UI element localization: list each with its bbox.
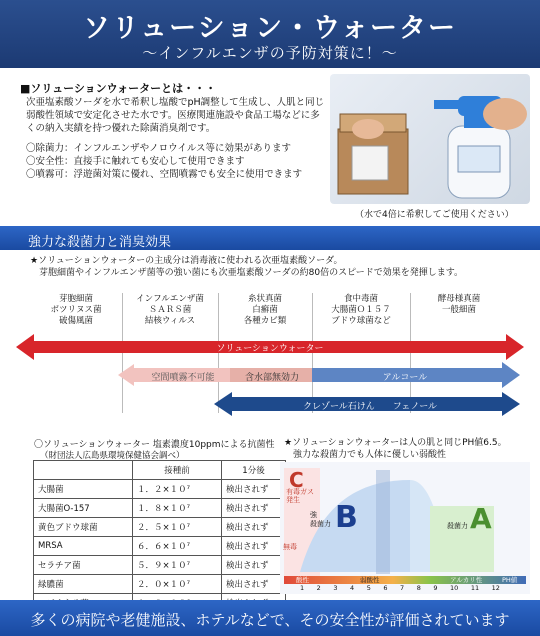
ph-label-a-note: 殺菌力 [447, 522, 468, 530]
ph-label-c: C [289, 468, 304, 492]
ph-label-b: B [335, 500, 358, 535]
ph-tick: 6 [383, 584, 388, 592]
column-food-poisoning: 食中毒菌 大腸菌Ｏ１５７ ブドウ球菌など [331, 294, 391, 326]
bullet-spray: 〇噴霧可：浮遊菌対策に優れ、空間噴霧でも安全に使用できます [26, 169, 303, 180]
section-description: ★ソリューションウォーターの主成分は消毒液に使われる次亜塩素酸ソーダ。 芽胞細菌やインフルエンザ菌等の強い菌にも次亜塩素酸ソーダの約80倍のスピードで効果を発揮します。 [30, 256, 464, 278]
cell: 検出されず [222, 499, 286, 518]
table-header [34, 461, 133, 480]
column-spore-bacteria: 芽胞細菌 ボツリヌス菌 破傷風菌 [50, 294, 102, 326]
table-row [34, 518, 286, 537]
cell: １．８×１０⁷ [133, 499, 222, 518]
cell: 緑膿菌 [34, 575, 133, 594]
cell: 大腸菌 [34, 480, 133, 499]
ph-tick: 4 [350, 584, 355, 592]
cell: MRSA [34, 537, 133, 556]
bullet-safety: 〇安全性：直接手に触れても安心して使用できます [26, 156, 245, 167]
cell: １．２×１０⁷ [133, 480, 222, 499]
page-title: ソリューション・ウォーター [82, 13, 458, 44]
cell: ２．５×１０⁷ [133, 518, 222, 537]
ph-label-c-note: 有毒ガス 発生 [286, 488, 314, 504]
cell: ６．６×１０⁷ [133, 537, 222, 556]
column-yeast: 酵母様真菌 一般細菌 [437, 294, 481, 315]
arrow-water-ineffective: 含水部無効力 [244, 373, 299, 383]
ph-tick: 7 [400, 584, 405, 592]
photo-caption: （水で4倍に希釈してご使用ください） [355, 210, 514, 220]
product-photo [330, 74, 530, 204]
ph-bar-acid: 酸性 [296, 576, 309, 584]
cell: セラチア菌 [34, 556, 133, 575]
intro-heading: ■ソリューションウォーターとは・・・ [20, 82, 217, 95]
cell: ２．０×１０⁷ [133, 575, 222, 594]
cell: 大腸菌O-157 [34, 499, 133, 518]
arrow-alcohol: アルコール [382, 373, 428, 383]
column-fungi: 糸状真菌 白癬菌 各種カビ類 [243, 294, 287, 326]
ph-tick: 12 [491, 584, 500, 592]
antibacterial-table [33, 460, 286, 613]
cell: 検出されず [222, 556, 286, 575]
intro-paragraph: 次亜塩素酸ソーダを水で希釈し塩酸でpH調整して生成し、人肌と同じ弱酸性領域で安定化させた水です。医療関連施設や食品工場などに多くの納入実績を持つ優れた除菌消臭剤です。 [26, 97, 325, 134]
table-header: 1分後 [222, 461, 286, 480]
ph-label-a: A [470, 502, 492, 535]
footer-text: 多くの病院や老健施設、ホテルなどで、その安全性が評価されています [30, 611, 510, 629]
table-note: （財団法人広島県環境保健協会調べ） [40, 451, 185, 461]
ph-tick: 2 [316, 584, 321, 592]
ph-tick: 5 [366, 584, 371, 592]
ph-ticks [300, 584, 500, 592]
cell: 検出されず [222, 480, 286, 499]
ph-tick: 8 [416, 584, 421, 592]
arrow-solution-water: ソリューションウォーター [216, 344, 324, 354]
ph-tick: 3 [333, 584, 338, 592]
table-header: 接種前 [133, 461, 222, 480]
cell: 検出されず [222, 537, 286, 556]
ph-tick: 11 [470, 584, 480, 592]
arrow-cresol-phenol: クレゾール石けん フェノール [302, 402, 438, 412]
ph-bar-alkaline: アルカリ性 [450, 576, 483, 584]
arrow-spray-impossible: 空間噴霧不可能 [151, 373, 215, 383]
ph-bar-ph: PH値 [502, 576, 518, 584]
ph-label-b-note: 強 殺菌力 [310, 511, 331, 528]
page-subtitle: 〜インフルエンザの予防対策に！〜 [142, 44, 398, 62]
ph-tick: 10 [450, 584, 459, 592]
cell: ５．９×１０⁷ [133, 556, 222, 575]
ph-bar-weak-acid: 弱酸性 [360, 576, 380, 584]
table-header-row [34, 461, 286, 480]
table-title: 〇ソリューションウォーター 塩素濃度10ppmによる抗菌性 [34, 440, 275, 450]
table-row [34, 537, 286, 556]
ph-chart-title: ★ソリューションウォーターは人の肌と同じPH値6.5。 強力な殺菌力でも人体に優しい弱酸性 [284, 438, 507, 460]
ph-left-axis: 無毒 [283, 543, 297, 551]
table-row [34, 575, 286, 594]
cell: 検出されず [222, 575, 286, 594]
cell: 黄色ブドウ球菌 [34, 518, 133, 537]
table-row [34, 556, 286, 575]
table-row [34, 499, 286, 518]
bullet-sterilization: 〇除菌力：インフルエンザやノロウイルス等に効果があります [26, 143, 292, 154]
ph-tick: 9 [433, 584, 438, 592]
cell: 検出されず [222, 518, 286, 537]
section-title: 強力な殺菌力と消臭効果 [28, 235, 172, 250]
table-row [34, 480, 286, 499]
ph-tick: 1 [300, 584, 305, 592]
column-influenza: インフルエンザ菌 ＳＡＲＳ菌 結核ウィルス [136, 294, 204, 326]
